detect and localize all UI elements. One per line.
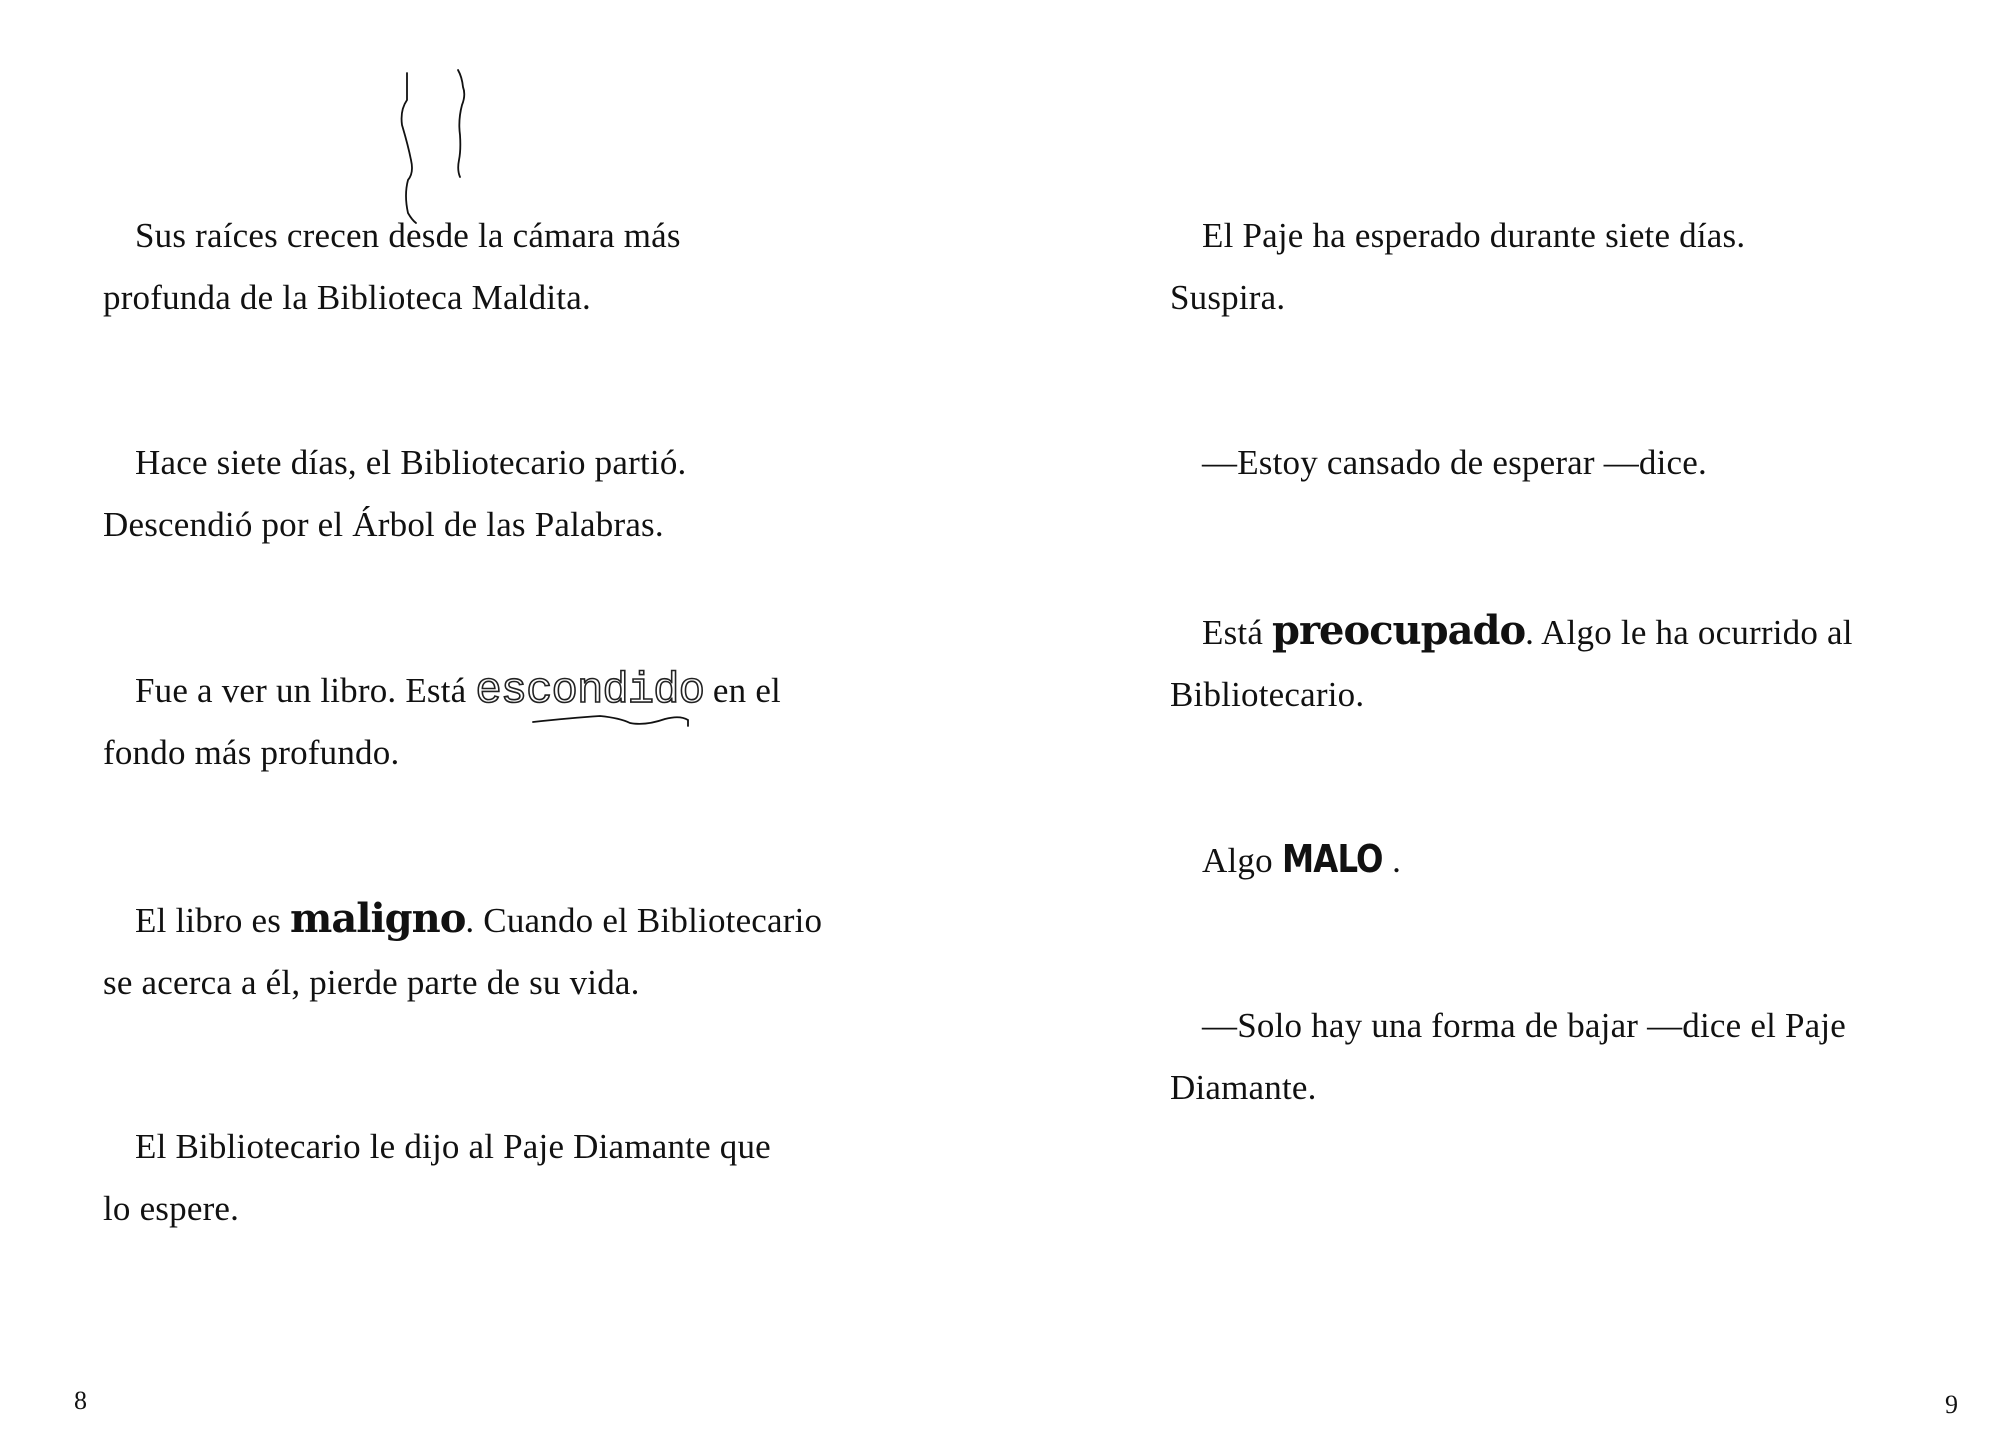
text-run: en el (703, 671, 781, 710)
paragraph-line: se acerca a él, pierde parte de su vida. (103, 963, 640, 1002)
text-run: . Cuando el Bibliotecario (465, 901, 823, 940)
text-run: Algo (1202, 841, 1282, 880)
paragraph-4 (103, 888, 822, 1014)
text-run: Está (1202, 613, 1273, 652)
paragraph-line: fondo más profundo. (103, 733, 400, 772)
emphasis-word-malo: MALO (1281, 837, 1383, 881)
paragraph-1 (1170, 205, 1745, 329)
text-run: . (1392, 841, 1402, 880)
paragraph-line: Sus raíces crecen desde la cámara más (135, 216, 681, 255)
paragraph-1 (103, 205, 681, 329)
paragraph-line: profunda de la Biblioteca Maldita. (103, 278, 591, 317)
paragraph-line: lo espere. (103, 1189, 240, 1228)
paragraph-line: Hace siete días, el Bibliotecario partió. (135, 443, 687, 482)
right-page (1000, 0, 2000, 1454)
paragraph-line: Suspira. (1170, 278, 1286, 317)
paragraph-3 (1170, 600, 1853, 726)
paragraph-2 (1170, 432, 1707, 494)
paragraph-line (1170, 600, 1853, 664)
emphasis-word-maligno: maligno (290, 895, 466, 942)
paragraph-5 (103, 1116, 771, 1240)
page-number-right: 9 (1945, 1390, 1958, 1419)
paragraph-line: Bibliotecario. (1170, 675, 1365, 714)
paragraph-line: Diamante. (1170, 1068, 1317, 1107)
page-number-left: 8 (74, 1386, 87, 1415)
paragraph-5 (1170, 995, 1846, 1119)
paragraph-line: El Paje ha esperado durante siete días. (1202, 216, 1746, 255)
paragraph-2 (103, 432, 686, 556)
text-run: El libro es (135, 901, 291, 940)
paragraph-line (103, 888, 822, 952)
text-run: . Algo le ha ocurrido al (1525, 613, 1853, 652)
paragraph-line: —Solo hay una forma de bajar —dice el Paje (1202, 1006, 1847, 1045)
paragraph-line (1170, 828, 1401, 892)
emphasis-word-preocupado: preocupado (1272, 607, 1526, 654)
squiggle-underline-icon (530, 710, 700, 740)
emphasis-word-escondido: escondido (475, 666, 704, 716)
paragraph-line: Descendió por el Árbol de las Palabras. (103, 505, 664, 544)
paragraph-4 (1170, 828, 1401, 892)
text-run: Fue a ver un libro. Está (135, 671, 476, 710)
paragraph-line: El Bibliotecario le dijo al Paje Diamante que (135, 1127, 771, 1166)
paragraph-line: —Estoy cansado de esperar —dice. (1202, 443, 1707, 482)
